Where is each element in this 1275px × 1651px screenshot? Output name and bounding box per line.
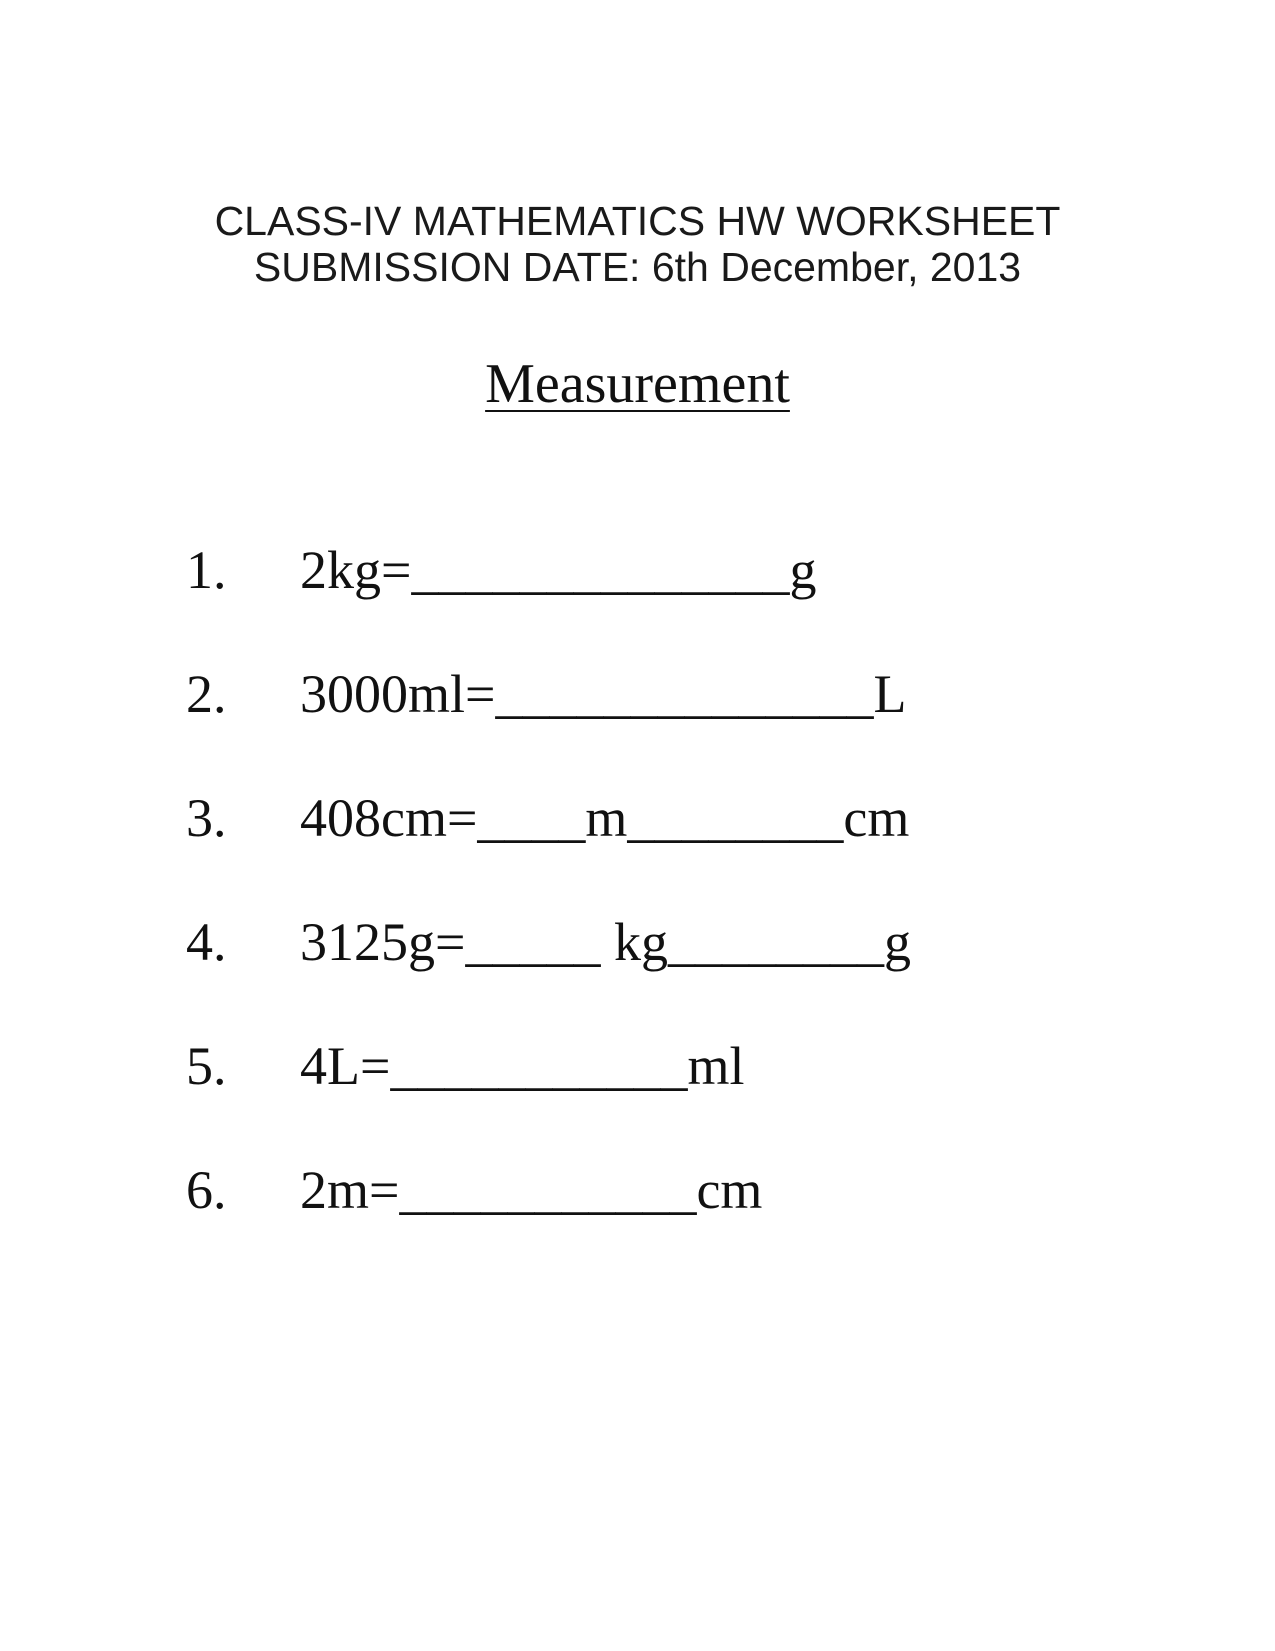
question-number: 6. xyxy=(186,1160,227,1220)
question-text: 2kg=______________g xyxy=(300,540,817,600)
question-text: 3125g=_____ kg________g xyxy=(300,912,911,972)
question-text: 4L=___________ml xyxy=(300,1036,745,1096)
question-item xyxy=(0,907,1275,977)
question-item xyxy=(0,659,1275,729)
question-text: 408cm=____m________cm xyxy=(300,788,910,848)
worksheet-header xyxy=(0,198,1275,290)
question-number: 3. xyxy=(186,788,227,848)
question-text: 2m=___________cm xyxy=(300,1160,763,1220)
page-title xyxy=(0,352,1275,416)
question-item xyxy=(0,535,1275,605)
question-number: 5. xyxy=(186,1036,227,1096)
question-number: 1. xyxy=(186,540,227,600)
question-item xyxy=(0,1155,1275,1225)
header-submission-date: SUBMISSION DATE: 6th December, 2013 xyxy=(253,244,1022,290)
question-item xyxy=(0,1031,1275,1101)
question-number: 4. xyxy=(186,912,227,972)
header-class-line: CLASS-IV MATHEMATICS HW WORKSHEET xyxy=(214,198,1061,244)
question-item xyxy=(0,783,1275,853)
question-text: 3000ml=______________L xyxy=(300,664,907,724)
page-title-text: Measurement xyxy=(485,353,790,415)
question-number: 2. xyxy=(186,664,227,724)
